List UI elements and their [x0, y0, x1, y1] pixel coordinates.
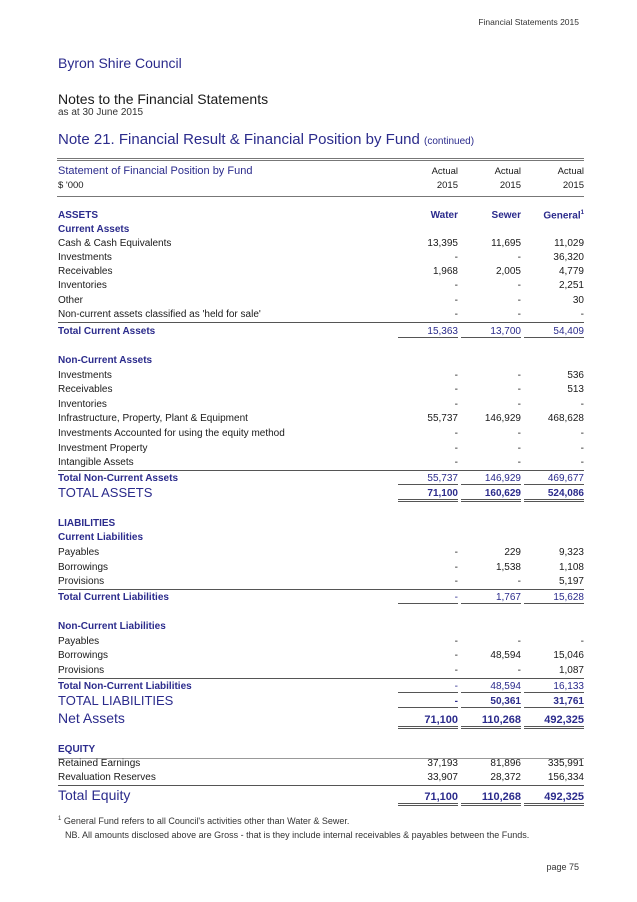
table-row: Provisions - - 1,087 — [58, 665, 584, 679]
current-liabilities-heading: Current Liabilities — [58, 532, 144, 543]
footnote-nb: NB. All amounts disclosed above are Gross - that is they include internal receivables & payables between the Funds. — [65, 830, 530, 840]
units-label: $ '000 — [58, 180, 84, 191]
col-header-actual-1: Actual — [431, 166, 458, 177]
col-header-year-2: 2015 — [499, 180, 521, 191]
col-header-year-3: 2015 — [562, 180, 584, 191]
liabilities-heading: LIABILITIES — [58, 518, 116, 529]
total-non-current-liabilities-row: Total Non-Current Liabilities - 48,594 16,133 — [58, 681, 584, 692]
as-at-date: as at 30 June 2015 — [58, 107, 144, 118]
table-row: Revaluation Reserves 33,907 28,372 156,334 — [58, 772, 584, 786]
col-header-actual-2: Actual — [494, 166, 521, 177]
table-row: Infrastructure, Property, Plant & Equipment 55,737 146,929 468,628 — [58, 413, 584, 424]
current-assets-heading: Current Assets — [58, 224, 130, 235]
table-row: Cash & Cash Equivalents 13,395 11,695 11,029 — [58, 238, 584, 249]
table-row: Investments - - 36,320 — [58, 252, 584, 263]
non-current-assets-heading: Non-Current Assets — [58, 355, 153, 366]
table-row: Borrowings - 48,594 15,046 — [58, 650, 584, 661]
table-row: Borrowings - 1,538 1,108 — [58, 562, 584, 573]
table-row: Inventories - - - — [58, 399, 584, 410]
table-row: Investment Property - - - — [58, 443, 584, 454]
table-title: Statement of Financial Position by Fund — [58, 165, 253, 177]
table-row: Receivables 1,968 2,005 4,779 — [58, 266, 584, 277]
total-non-current-assets-row: Total Non-Current Assets 55,737 146,929 469,677 — [58, 473, 584, 484]
table-row: Inventories - - 2,251 — [58, 280, 584, 291]
col-water: Water — [430, 210, 458, 221]
col-sewer: Sewer — [491, 210, 521, 221]
table-row: Intangible Assets - - - — [58, 457, 584, 471]
equity-heading: EQUITY — [58, 744, 96, 755]
col-general: General$^1$ — [543, 210, 584, 222]
total-equity-row: Total Equity 71,100 110,268 492,325 — [58, 791, 584, 805]
table-row: Investments Accounted for using the equity method - - - — [58, 428, 584, 439]
council-name: Byron Shire Council — [58, 55, 182, 71]
total-liabilities-row: TOTAL LIABILITIES - 50,361 31,761 — [58, 693, 584, 708]
running-header: Financial Statements 2015 — [478, 17, 579, 27]
table-row: Other - - 30 — [58, 295, 584, 306]
header-rule — [57, 196, 584, 197]
net-assets-row: Net Assets 71,100 110,268 492,325 — [58, 714, 584, 728]
total-current-assets-row: Total Current Assets 15,363 13,700 54,409 — [58, 326, 584, 337]
table-row: Provisions - - 5,197 — [58, 576, 584, 590]
note-title: Note 21. Financial Result & Financial Position by Fund (continued) — [58, 131, 475, 148]
assets-heading-row: ASSETS Water Sewer General$^1$ — [58, 210, 584, 222]
continued-label: (continued) — [424, 136, 475, 147]
col-header-actual-3: Actual — [557, 166, 584, 177]
table-row: Investments - - 536 — [58, 370, 584, 381]
notes-title: Notes to the Financial Statements — [58, 91, 269, 107]
total-assets-row: TOTAL ASSETS 71,100 160,629 524,086 — [58, 485, 584, 500]
footnote-1: $^1$ General Fund refers to all Council's activities other than Water & Sewer. — [58, 816, 350, 826]
total-current-liabilities-row: Total Current Liabilities - 1,767 15,628 — [58, 592, 584, 603]
non-current-liabilities-heading: Non-Current Liabilities — [58, 621, 166, 632]
page-number: page 75 — [546, 862, 579, 872]
col-header-year-1: 2015 — [436, 180, 458, 191]
table-top-rule — [57, 158, 584, 161]
table-row: Receivables - - 513 — [58, 384, 584, 395]
table-row: Retained Earnings 37,193 81,896 335,991 — [58, 758, 584, 769]
table-row: Non-current assets classified as 'held for sale' - - - — [58, 309, 584, 323]
table-row: Payables - 229 9,323 — [58, 547, 584, 558]
table-row: Payables - - - — [58, 636, 584, 647]
